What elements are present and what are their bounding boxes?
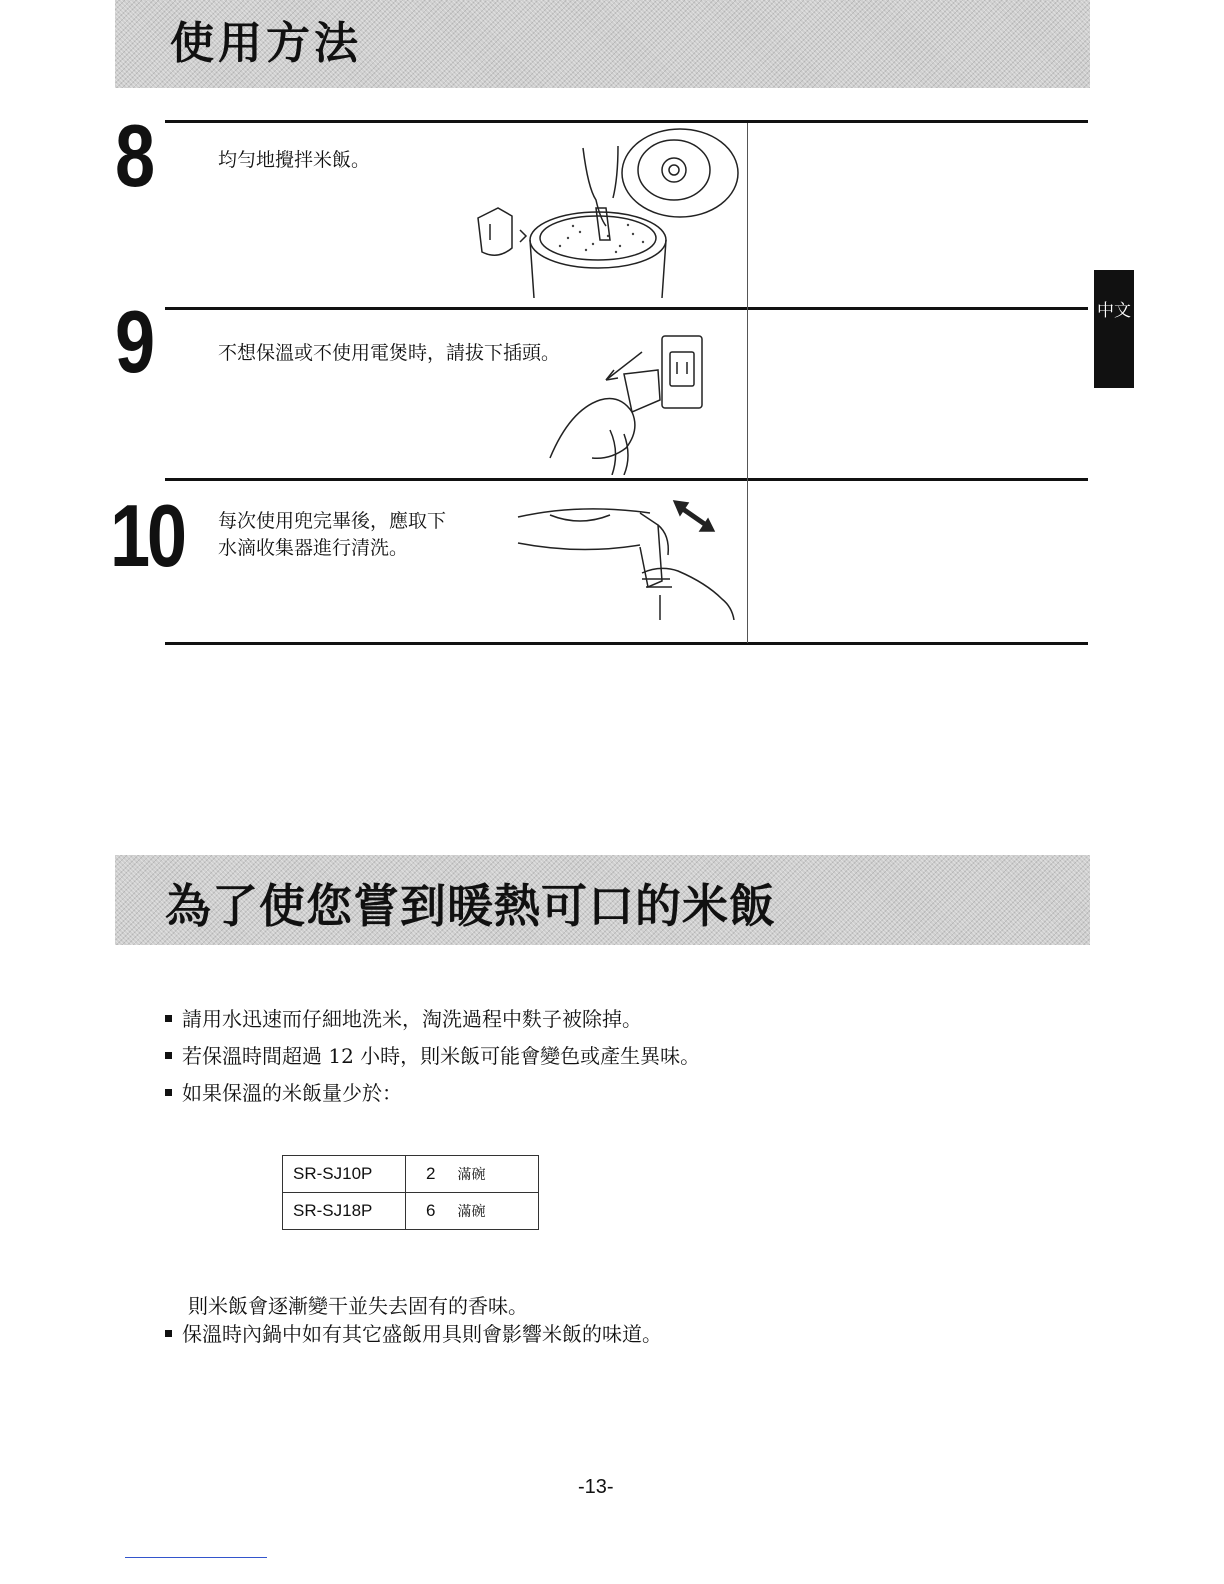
step-8-text: 均勻地攪拌米飯。: [218, 149, 371, 171]
page-number: -13-: [578, 1476, 614, 1498]
amount-cell: 6 滿碗: [406, 1193, 539, 1230]
step-divider: [165, 642, 1088, 645]
step-10-number: 10: [110, 486, 184, 585]
step-9-text: 不想保溫或不使用電煲時，請拔下插頭。: [218, 342, 561, 364]
unit-label: 滿碗: [457, 1167, 486, 1183]
step-10-text: [218, 508, 446, 562]
footer-line: [125, 1557, 267, 1558]
table-row: [283, 1193, 539, 1230]
table-row: [283, 1156, 539, 1193]
remove-collector-illustration: [510, 495, 740, 620]
model-table: [282, 1155, 539, 1230]
section-title: 為了使您嘗到暖熱可口的米飯: [165, 879, 776, 933]
section-banner: [115, 855, 1090, 945]
step-10-text-line1: 每次使用兜完畢後，應取下: [218, 510, 447, 532]
model-cell: SR-SJ18P: [283, 1193, 406, 1230]
unit-label: 滿碗: [457, 1204, 486, 1220]
stir-rice-illustration: [468, 128, 748, 300]
amount-cell: 2 滿碗: [406, 1156, 539, 1193]
step-9-number: 9: [115, 292, 152, 391]
language-tab-label: 中文: [1097, 301, 1131, 321]
bullet-square-icon: [165, 1330, 172, 1337]
step-8-number: 8: [115, 106, 152, 205]
step-divider: [165, 120, 1088, 123]
header-banner: [115, 0, 1090, 88]
list-item: 若保溫時間超過 12 小時，則米飯可能會變色或產生異味。: [165, 1038, 700, 1075]
step-divider: [165, 478, 1088, 481]
list-item: 保溫時內鍋中如有其它盛飯用具則會影響米飯的味道。: [165, 1320, 662, 1348]
bullet-square-icon: [165, 1089, 172, 1096]
step-divider: [165, 307, 1088, 310]
bullet-square-icon: [165, 1015, 172, 1022]
bullet-square-icon: [165, 1052, 172, 1059]
language-tab[interactable]: [1094, 270, 1134, 388]
list-item: 請用水迅速而仔細地洗米，淘洗過程中麩子被除掉。: [165, 1001, 700, 1038]
list-item: 如果保溫的米飯量少於：: [165, 1075, 700, 1112]
step-10-text-line2: 水滴收集器進行清洗。: [218, 537, 409, 559]
unplug-illustration: [540, 330, 710, 475]
page-title: 使用方法: [170, 18, 362, 69]
after-table-text: 則米飯會逐漸變干並失去固有的香味。: [188, 1294, 528, 1318]
model-cell: SR-SJ10P: [283, 1156, 406, 1193]
tips-list: [165, 1001, 700, 1112]
